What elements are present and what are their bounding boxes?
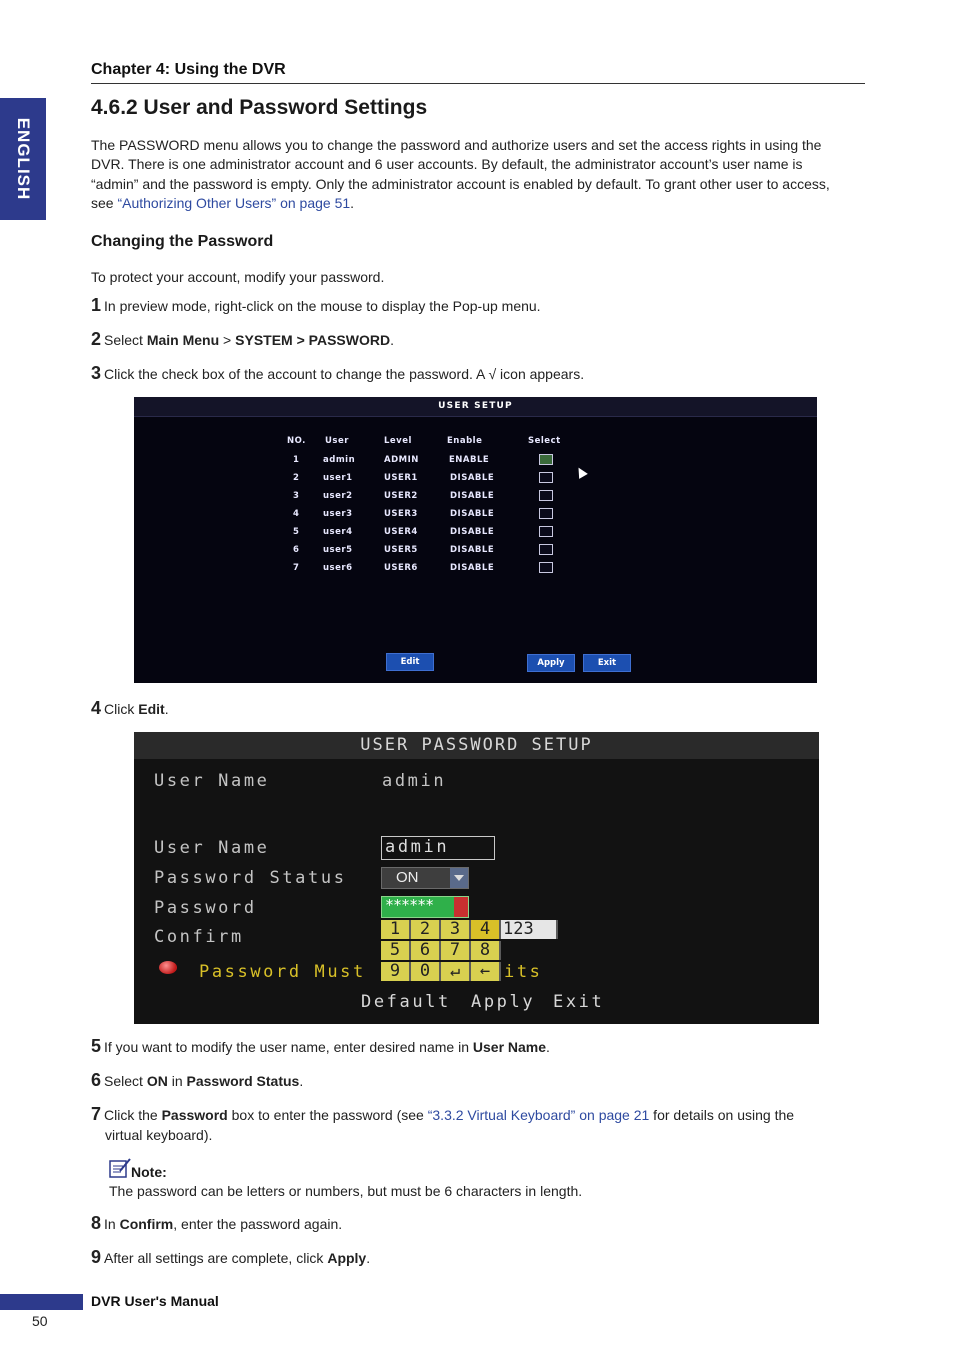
user-setup-title: USER SETUP — [438, 401, 513, 411]
row-no: 1 — [293, 455, 300, 465]
row-level: USER6 — [384, 563, 418, 573]
password-setup-title: USER PASSWORD SETUP — [360, 735, 593, 755]
confirm-label: Confirm — [154, 927, 244, 947]
row-enable: DISABLE — [450, 473, 495, 483]
key-8[interactable]: 8 — [471, 941, 501, 960]
row-enable: ENABLE — [449, 455, 490, 465]
row-no: 5 — [293, 527, 300, 537]
key-9[interactable]: 9 — [381, 962, 411, 981]
col-level-header: Level — [384, 436, 412, 446]
row-enable: DISABLE — [450, 491, 495, 501]
step-5: 5 If you want to modify the user name, enter desired name in User Name. — [91, 1036, 550, 1056]
note-title: Note: — [131, 1164, 167, 1180]
select-checkbox-user2[interactable] — [539, 490, 553, 501]
row-user: user3 — [323, 509, 353, 519]
password-status-label: Password Status — [154, 868, 347, 888]
row-enable: DISABLE — [450, 527, 495, 537]
apply-button[interactable]: Apply — [527, 654, 575, 672]
row-user: user1 — [323, 473, 353, 483]
intro-text: The PASSWORD menu allows you to change the password and authorize users and set the access rights in using the DVR. There is one administrator account and 6 user accounts. By default, the administrator account’s user name is “admin” and the password is empty. Only the administrator account is enabled by default. To grant other user to access, see — [91, 137, 830, 211]
key-2[interactable]: 2 — [411, 920, 441, 939]
user-name-field-label: User Name — [154, 838, 270, 858]
select-checkbox-user1[interactable] — [539, 472, 553, 483]
password-status-select[interactable] — [381, 867, 469, 889]
row-no: 4 — [293, 509, 300, 519]
authorizing-users-link[interactable]: “Authorizing Other Users” on page 51 — [117, 194, 351, 211]
select-checkbox-user4[interactable] — [539, 526, 553, 537]
select-checkbox-user6[interactable] — [539, 562, 553, 573]
exit-button[interactable]: Exit — [583, 654, 631, 672]
section-title: 4.6.2 User and Password Settings — [91, 96, 428, 119]
step-3: 3 Click the check box of the account to change the password. A √ icon appears. — [91, 363, 585, 383]
user-setup-screenshot — [134, 397, 817, 683]
password-warning-end: its — [504, 962, 543, 982]
intro-paragraph: The PASSWORD menu allows you to change the password and authorize users and set the access rights in using the DVR. There is one administrator account and 6 user accounts. By default, the administrator account’s user name is “admin” and the password is empty. Only the administrator account is enabled by default. To grant other user to access, see “Authorizing Other Users” on page 51. — [91, 137, 830, 211]
subsection-title: Changing the Password — [91, 233, 274, 250]
default-button[interactable]: Default — [361, 992, 451, 1012]
step-6: 6 Select ON in Password Status. — [91, 1070, 304, 1090]
virtual-keyboard-link[interactable]: “3.3.2 Virtual Keyboard” on page 21 — [427, 1107, 650, 1123]
row-level: ADMIN — [384, 455, 419, 465]
key-7[interactable]: 7 — [441, 941, 471, 960]
password-setup-screenshot — [134, 732, 819, 1024]
row-user: admin — [323, 455, 356, 465]
col-no-header: NO. — [287, 436, 306, 446]
row-no: 6 — [293, 545, 300, 555]
language-label: ENGLISH — [14, 117, 33, 201]
select-checkbox-user5[interactable] — [539, 544, 553, 555]
edit-button[interactable]: Edit — [386, 653, 434, 671]
col-enable-header: Enable — [447, 436, 483, 446]
row-level: USER1 — [384, 473, 418, 483]
mouse-cursor-icon — [574, 465, 588, 479]
row-enable: DISABLE — [450, 563, 495, 573]
page-number: 50 — [32, 1313, 48, 1329]
password-status-value: ON — [396, 869, 419, 886]
key-5[interactable]: 5 — [381, 941, 411, 960]
select-checkbox-admin[interactable] — [539, 454, 553, 465]
key-0[interactable]: 0 — [411, 962, 441, 981]
key-1[interactable]: 1 — [381, 920, 411, 939]
apply-button[interactable]: Apply — [471, 992, 536, 1012]
key-3[interactable]: 3 — [441, 920, 471, 939]
row-level: USER5 — [384, 545, 418, 555]
note-body: The password can be letters or numbers, but must be 6 characters in length. — [109, 1183, 583, 1199]
exit-button[interactable]: Exit — [553, 992, 605, 1012]
current-user-name-label: User Name — [154, 771, 270, 791]
row-enable: DISABLE — [450, 509, 495, 519]
step-8: 8 In Confirm, enter the password again. — [91, 1213, 343, 1233]
row-user: user2 — [323, 491, 353, 501]
key-4[interactable]: 4 — [471, 920, 501, 939]
select-checkbox-user3[interactable] — [539, 508, 553, 519]
note-icon — [108, 1157, 132, 1184]
footer-title: DVR User's Manual — [91, 1293, 219, 1309]
row-no: 3 — [293, 491, 300, 501]
row-user: user6 — [323, 563, 353, 573]
col-user-header: User — [325, 436, 349, 446]
password-mask: ****** — [385, 896, 434, 914]
step-1: 1 In preview mode, right-click on the mouse to display the Pop-up menu. — [91, 295, 541, 315]
row-level: USER2 — [384, 491, 418, 501]
header-rule — [91, 83, 865, 84]
row-user: user4 — [323, 527, 353, 537]
lead-text: To protect your account, modify your password. — [91, 269, 385, 285]
footer-bar — [0, 1294, 83, 1310]
password-label: Password — [154, 898, 257, 918]
key-mode-123[interactable]: 123 — [501, 920, 558, 939]
password-cursor — [454, 897, 468, 917]
user-name-input-value: admin — [385, 837, 450, 857]
language-side-tab — [0, 98, 46, 220]
row-no: 2 — [293, 473, 300, 483]
row-no: 7 — [293, 563, 300, 573]
step-4: 4 Click Edit. — [91, 698, 169, 718]
chapter-header: Chapter 4: Using the DVR — [91, 61, 286, 78]
step-7-continued: virtual keyboard). — [105, 1127, 213, 1143]
warning-icon — [159, 961, 177, 974]
row-user: user5 — [323, 545, 353, 555]
key-backspace[interactable]: ← — [471, 962, 501, 981]
step-2: 2 Select Main Menu > SYSTEM > PASSWORD. — [91, 329, 394, 349]
row-enable: DISABLE — [450, 545, 495, 555]
password-warning-start: Password Must — [199, 962, 366, 982]
col-select-header: Select — [528, 436, 561, 446]
row-level: USER3 — [384, 509, 418, 519]
key-enter[interactable]: ↵ — [441, 962, 471, 981]
password-input[interactable] — [381, 896, 469, 918]
row-level: USER4 — [384, 527, 418, 537]
step-7: 7 Click the Password box to enter the password (see “3.3.2 Virtual Keyboard” on page 21 for details on using the — [91, 1104, 795, 1124]
dropdown-arrow-icon[interactable] — [450, 868, 468, 888]
current-user-name-value: admin — [382, 771, 447, 791]
step-9: 9 After all settings are complete, click Apply. — [91, 1247, 371, 1267]
key-6[interactable]: 6 — [411, 941, 441, 960]
